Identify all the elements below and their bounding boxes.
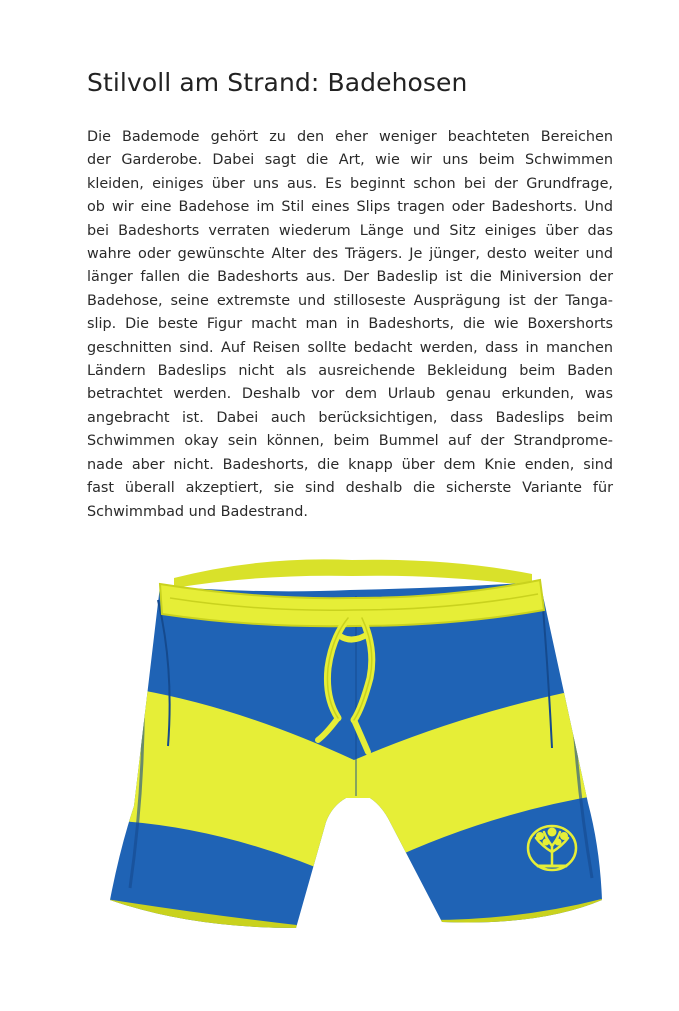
swim-shorts-illustration [100,548,620,948]
waistband-back [174,559,532,588]
article-line: kleiden, einiges über uns aus. Es beginnt schon bei der Grundfrage, [87,175,613,192]
article-line: Schwimmen okay sein können, beim Bummel auf der Strandprome- [87,433,613,450]
article-line: angebracht ist. Dabei auch berücksichtigen, dass Badeslips beim [87,409,613,426]
article-line: nade aber nicht. Badeshorts, die knapp über dem Knie enden, sind [87,456,613,473]
article-line: länger fallen die Badeshorts aus. Der Badeslip ist die Miniversion der [87,269,613,286]
article-line: ob wir eine Badehose im Stil eines Slips tragen oder Badeshorts. Und [87,199,613,216]
article-line: Badehose, seine extremste und stilloseste Ausprägung ist der Tanga- [87,292,613,309]
article-line: Schwimmbad und Badestrand. [87,503,308,520]
article-title: Stilvoll am Strand: Badehosen [87,68,468,97]
article-line: Die Bademode gehört zu den eher weniger beachteten Bereichen [87,129,613,145]
article-body [87,126,613,524]
article-line: geschnitten sind. Auf Reisen sollte bedacht werden, dass in manchen [87,339,613,356]
article-line: betrachtet werden. Deshalb vor dem Urlaub genau erkunden, was [87,386,613,403]
article-line: slip. Die beste Figur macht man in Badeshorts, die wie Boxershorts [87,316,613,333]
swim-shorts-image [100,548,620,948]
article-line: wahre oder gewünschte Alter des Trägers. Je jünger, desto weiter und [87,246,613,263]
article-line: bei Badeshorts verraten wiederum Länge und Sitz einiges über das [87,222,613,239]
article-line: Ländern Badeslips nicht als ausreichende Bekleidung beim Baden [87,363,613,380]
article-line: der Garderobe. Dabei sagt die Art, wie wir uns beim Schwimmen [87,152,613,169]
article-line: fast überall akzeptiert, sie sind deshalb die sicherste Variante für [87,480,613,497]
